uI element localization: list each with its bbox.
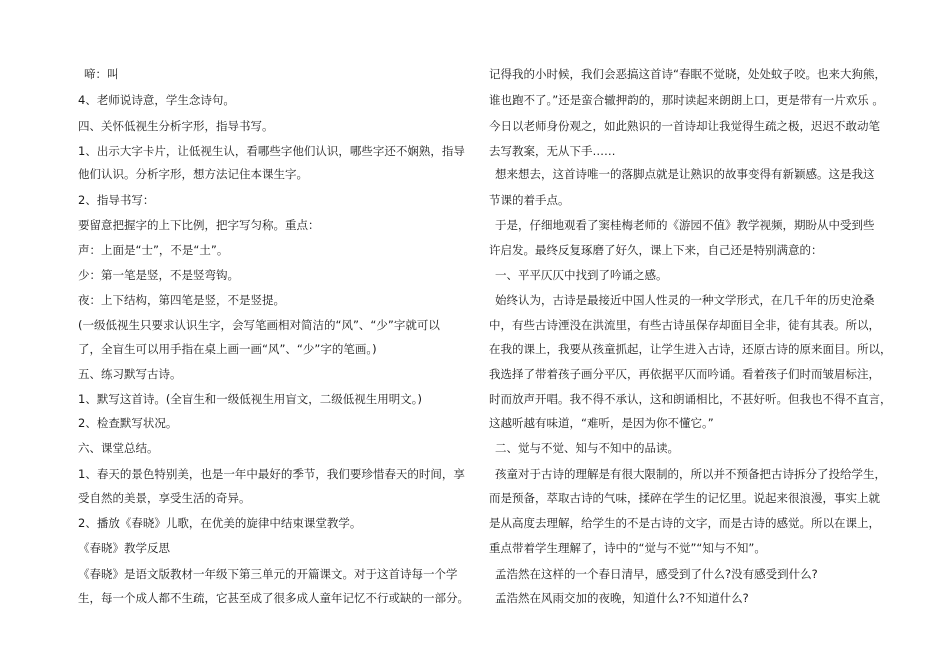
- text-line: 2、播放《春晓》儿歌，在优美的旋律中结束课堂教学。: [78, 516, 362, 530]
- text-line: 时而放声开唱。我不得不承认，这和朗诵相比，不甚好听。但我也不得不直言，: [489, 392, 892, 406]
- text-line: 是从高度去理解，给学生的不是古诗的文字，而是古诗的感觉。所以在课上，: [489, 516, 880, 530]
- text-line: 1、出示大字卡片，让低视生认，看哪些字他们认识，哪些字还不娴熟，指导: [78, 144, 465, 158]
- text-line: 少：第一笔是竖，不是竖弯钩。: [78, 268, 239, 282]
- section-heading: 一、平平仄仄中找到了吟诵之感。: [495, 268, 668, 282]
- text-line: 孟浩然在风雨交加的夜晚，知道什么?不知道什么?: [495, 591, 749, 605]
- text-line: 他们认识。分析字形，想方法记住本课生字。: [78, 167, 308, 181]
- text-line: 孩童对于古诗的理解是有很大限制的，所以并不预备把古诗拆分了投给学生，: [495, 467, 886, 481]
- text-line: 在我的课上，我要从孩童抓起，让学生进入古诗，还原古诗的原来面目。所以，: [489, 342, 892, 356]
- text-line: 今日以老师身份观之，如此熟识的一首诗却让我觉得生疏之极，迟迟不敢动笔: [489, 119, 880, 133]
- text-line: 夜：上下结构，第四笔是竖，不是竖提。: [78, 293, 285, 307]
- text-line: 生，每一个成人都不生疏，它甚至成了很多成人童年记忆不行或缺的一部分。: [78, 591, 469, 605]
- text-line: 于是，仔细地观看了窦桂梅老师的《游园不值》教学视频，期盼从中受到些: [495, 218, 875, 232]
- section-heading: 四、关怀低视生分析字形，指导书写。: [78, 119, 274, 133]
- text-line: 《春晓》是语文版教材一年级下第三单元的开篇课文。对于这首诗每一个学: [78, 567, 458, 581]
- text-line: 而是预备，萃取古诗的气味，揉碎在学生的记忆里。说起来很浪漫，事实上就: [489, 491, 880, 505]
- text-line: 许启发。最终反复琢磨了好久，课上下来，自己还是特别满意的：: [489, 243, 823, 257]
- text-line: 这越听越有味道，“难听，是因为你不懂它。”: [489, 416, 714, 430]
- section-heading: 五、练习默写古诗。: [78, 367, 182, 381]
- text-line: 了，全盲生可以用手指在桌上画一画“风”、“少”字的笔画。): [78, 342, 377, 356]
- text-line: 重点带着学生理解了，诗中的“觉与不觉”“知与不知”。: [489, 541, 766, 555]
- text-line: 声：上面是“士”，不是“土”。: [78, 243, 229, 257]
- text-line: (一级低视生只要求认识生字，会写笔画相对简洁的“风”、“少”字就可以: [78, 318, 440, 332]
- text-line: 孟浩然在这样的一个春日清早，感受到了什么?没有感受到什么?: [495, 567, 818, 581]
- section-heading: 二、觉与不觉、知与不知中的品读。: [495, 441, 679, 455]
- text-line: 1、春天的景色特别美，也是一年中最好的季节，我们要珍惜春天的时间，享: [78, 467, 465, 481]
- reflection-title: 《春晓》教学反思: [78, 541, 170, 555]
- text-line: 我选择了带着孩子画分平仄，再依据平仄而吟诵。看着孩子们时而皱眉标注，: [489, 367, 880, 381]
- section-heading: 六、课堂总结。: [78, 441, 159, 455]
- text-line: 2、检查默写状况。: [78, 416, 178, 430]
- text-line: 节课的着手点。: [489, 193, 570, 207]
- text-line: 要留意把握字的上下比例，把字写匀称。重点：: [78, 218, 320, 232]
- text-line: 去写教案，无从下手……: [489, 144, 616, 158]
- text-line: 啼：叫: [84, 67, 119, 81]
- text-line: 始终认为，古诗是最接近中国人性灵的一种文学形式，在几千年的历史沧桑: [495, 293, 875, 307]
- text-line: 中，有些古诗湮没在洪流里，有些古诗虽保存却面目全非，徒有其表。所以，: [489, 318, 880, 332]
- text-line: 记得我的小时候，我们会恶搞这首诗“春眠不觉晓，处处蚊子咬。也来大狗熊，: [489, 67, 886, 81]
- text-line: 受自然的美景，享受生活的奇异。: [78, 491, 251, 505]
- text-line: 想来想去，这首诗唯一的落脚点就是让熟识的故事变得有新颖感。这是我这: [495, 167, 875, 181]
- text-line: 1、默写这首诗。(全盲生和一级低视生用盲文，二级低视生用明文。): [78, 392, 423, 406]
- text-line: 谁也跑不了。”还是蛮合辙押韵的，那时读起来朗朗上口，更是带有一片欢乐 。: [489, 93, 884, 107]
- text-line: 2、指导书写：: [78, 193, 155, 207]
- text-line: 4、老师说诗意，学生念诗句。: [78, 93, 235, 107]
